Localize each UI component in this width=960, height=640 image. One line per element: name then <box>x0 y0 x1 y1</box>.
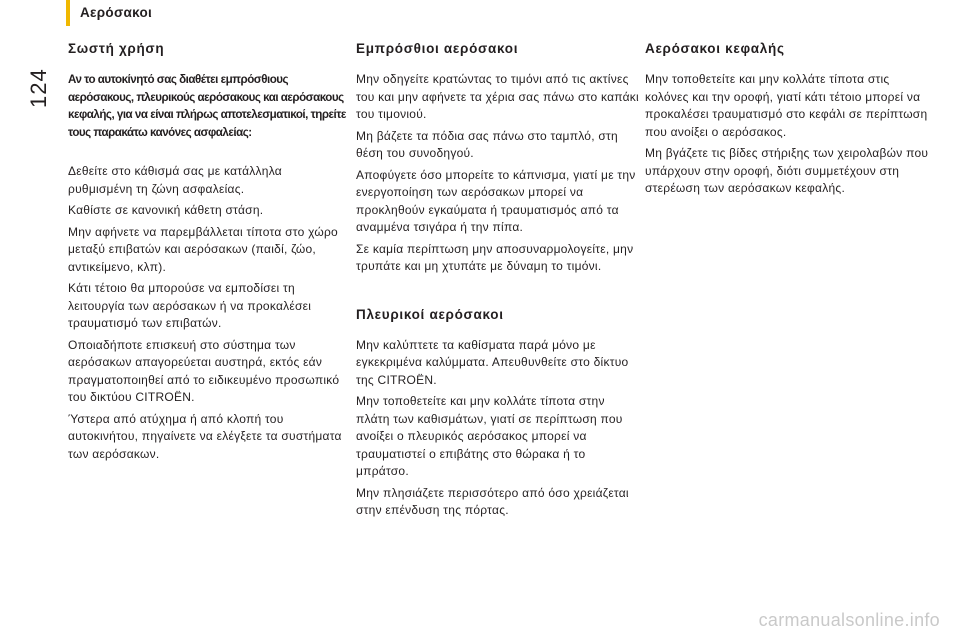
paragraph: Κάτι τέτοιο θα μπορούσε να εμποδίσει τη λειτουργία των αερόσακων ή να προκαλέσει τραυματισμό των επιβατών. <box>68 281 312 330</box>
paragraph: Ύστερα από ατύχημα ή από κλοπή του αυτοκινήτου, πηγαίνετε να ελέγξετε τα συστήματα των αερόσακων. <box>68 411 342 461</box>
header-accent-bar <box>66 0 70 26</box>
paragraph: Μην οδηγείτε κρατώντας το τιμόνι από τις ακτίνες του και μην αφήνετε τα χέρια σας πάνω στο καπάκι του τιμονιού. <box>356 72 639 121</box>
paragraph: Μην αφήνετε να παρεμβάλλεται τίποτα στο χώρο μεταξύ επιβατών και αερόσακων (παιδί, ζώο, αντικείμενο, κλπ). <box>68 224 338 274</box>
paragraph: Μη βάζετε τα πόδια σας πάνω στο ταμπλό, στη θέση του συνοδηγού. <box>356 128 618 160</box>
paragraph: Αποφύγετε όσο μπορείτε το κάπνισμα, γιατί με την ενεργοποίηση των αερόσακων μπορεί να προκληθούν εγκαύματα ή τραυματισμός από τα αναμμένα τσιγάρα ή την πίπα. <box>356 167 636 234</box>
heading-head-airbags: Αερόσακοι κεφαλής <box>645 41 785 56</box>
paragraph: Μην τοποθετείτε και μην κολλάτε τίποτα στην πλάτη των καθισμάτων, γιατί σε περίπτωση που ανοίξει ο πλευρικός αερόσακος μπορεί να τραυματιστεί ο επιβάτης στο θώρακα ή το μπράτσο. <box>356 394 623 478</box>
paragraph: Μην καλύπτετε τα καθίσματα παρά μόνο με εγκεκριμένα καλύμματα. Απευθυνθείτε στο δίκτυο της CITROËN. <box>356 337 629 387</box>
paragraph: Μην πλησιάζετε περισσότερο από όσο χρειάζεται στην επένδυση της πόρτας. <box>356 485 629 517</box>
heading-side-airbags: Πλευρικοί αερόσακοι <box>356 306 504 322</box>
heading-correct-use: Σωστή χρήση <box>68 41 165 56</box>
column-head-airbags <box>645 40 935 202</box>
section-title: Αερόσακοι <box>80 5 153 20</box>
paragraph: Δεθείτε στο κάθισμά σας με κατάλληλα ρυθμισμένη τη ζώνη ασφαλείας. <box>68 164 282 196</box>
paragraph: Μη βγάζετε τις βίδες στήριξης των χειρολαβών που υπάρχουν στην οροφή, διότι συμμετέχουν στη στερέωση των αερόσακων κεφαλής. <box>645 146 929 195</box>
paragraph: Καθίστε σε κανονική κάθετη στάση. <box>68 203 264 217</box>
heading-front-airbags: Εμπρόσθιοι αερόσακοι <box>356 41 519 56</box>
page-number: 124 <box>26 68 51 108</box>
intro-text: Αν το αυτοκίνητό σας διαθέτει εμπρόσθιους αερόσακους, πλευρικούς αερόσακους και αερόσακους κεφαλής, για να είναι πλήρως αποτελεσματικοί, τηρείτε τους παρακάτω κανόνες ασφαλείας: <box>68 73 346 139</box>
paragraph: Μην τοποθετείτε και μην κολλάτε τίποτα στις κολόνες και την οροφή, γιατί κάτι τέτοιο μπορεί να προκαλέσει τραυματισμό στο κεφάλι σε περίπτωση που ανοίξει ο αερόσακος. <box>645 72 928 139</box>
paragraph: Οποιαδήποτε επισκευή στο σύστημα των αερόσακων απαγορεύεται αυστηρά, εκτός εάν πραγματοποιηθεί από το ειδικευμένο προσωπικό του δικτύου CITROËN. <box>68 337 340 404</box>
column-correct-use <box>68 40 348 467</box>
paragraph: Σε καμία περίπτωση μην αποσυναρμολογείτε, μην τρυπάτε και μη χτυπάτε με δύναμη το τιμόνι. <box>356 241 634 273</box>
watermark: carmanualsonline.info <box>758 610 940 630</box>
column-front-airbags <box>356 40 641 524</box>
page-number-container <box>26 40 56 120</box>
